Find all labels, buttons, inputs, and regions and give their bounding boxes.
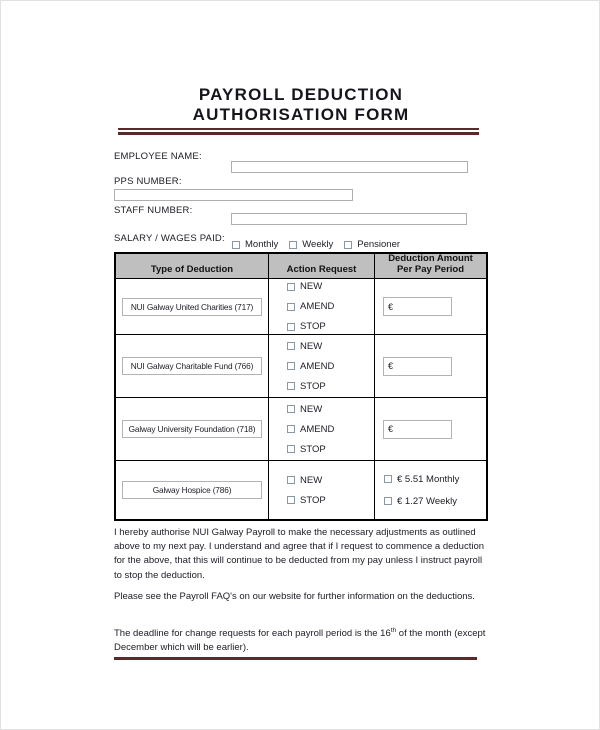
action-amend[interactable] (287, 424, 374, 435)
deduction-label-box: Galway Hospice (786) (122, 481, 262, 499)
amount-input-box[interactable] (383, 357, 452, 376)
table-row-2-deduction (116, 335, 269, 398)
header-type-of-deduction-label: Type of Deduction (150, 264, 234, 275)
salary-option-monthly[interactable] (232, 239, 278, 250)
header-deduction-amount (375, 254, 486, 279)
action-amend-label: AMEND (300, 423, 335, 435)
checkbox-icon[interactable] (287, 303, 295, 311)
currency-symbol: € (388, 301, 394, 312)
deduction-label-box: NUI Galway Charitable Fund (766) (122, 357, 262, 375)
action-new-label: NEW (300, 403, 323, 415)
action-new-label: NEW (300, 281, 323, 292)
action-new[interactable] (287, 281, 374, 292)
salary-option-weekly[interactable] (289, 239, 333, 250)
action-stop-label: STOP (300, 443, 326, 455)
deduction-label-box: NUI Galway United Charities (717) (122, 298, 262, 316)
table-row-1-amount (375, 279, 486, 335)
checkbox-icon[interactable] (287, 425, 295, 433)
action-stop[interactable] (287, 495, 374, 506)
employee-name-label: EMPLOYEE NAME: (114, 151, 202, 162)
deduction-table (114, 252, 488, 521)
header-action-request (269, 254, 375, 279)
table-row-2-actions (269, 335, 375, 398)
table-row-3-amount (375, 398, 486, 461)
checkbox-icon[interactable] (287, 476, 295, 484)
salary-option-pensioner-label: Pensioner (357, 239, 401, 250)
footer-divider (114, 657, 477, 660)
header-deduction-amount-line1: Deduction Amount (388, 253, 473, 264)
page-title-line2: AUTHORISATION FORM (192, 105, 410, 124)
deadline-paragraph (114, 624, 492, 656)
employee-name-input[interactable] (231, 161, 468, 173)
action-new[interactable] (287, 404, 374, 415)
checkbox-icon[interactable] (287, 283, 295, 291)
amount-option-weekly[interactable] (384, 496, 486, 507)
checkbox-icon[interactable] (344, 241, 352, 249)
checkbox-icon[interactable] (287, 496, 295, 504)
page-title (114, 85, 488, 125)
salary-wages-label: SALARY / WAGES PAID: (114, 233, 225, 244)
pps-number-label: PPS NUMBER: (114, 176, 182, 187)
action-stop[interactable] (287, 321, 374, 332)
header-action-request-label: Action Request (286, 264, 357, 275)
checkbox-icon[interactable] (287, 382, 295, 390)
amount-input-box[interactable] (383, 420, 452, 439)
table-row-4-amount-options (375, 461, 486, 519)
checkbox-icon[interactable] (287, 362, 295, 370)
deadline-text-end: of the month (except December which will be earlier). (114, 628, 486, 654)
table-row-1-actions (269, 279, 375, 335)
action-amend[interactable] (287, 301, 374, 312)
faq-paragraph: Please see the Payroll FAQ's on our website for further information on the deductions. (114, 591, 475, 602)
table-row-3-deduction (116, 398, 269, 461)
amount-option-weekly-label: € 1.27 Weekly (397, 495, 458, 507)
action-amend-label: AMEND (300, 360, 335, 372)
page-title-line1: PAYROLL DEDUCTION (198, 85, 404, 104)
salary-option-weekly-label: Weekly (302, 239, 334, 250)
staff-number-input[interactable] (231, 213, 467, 225)
action-stop[interactable] (287, 381, 374, 392)
action-stop[interactable] (287, 444, 374, 455)
table-row-4-actions (269, 461, 375, 519)
action-new-label: NEW (300, 340, 323, 352)
checkbox-icon[interactable] (384, 497, 392, 505)
title-divider (118, 128, 479, 135)
pps-number-input[interactable] (114, 189, 353, 201)
checkbox-icon[interactable] (232, 241, 240, 249)
checkbox-icon[interactable] (384, 475, 392, 483)
salary-option-pensioner[interactable] (344, 239, 400, 250)
action-new[interactable] (287, 341, 374, 352)
salary-frequency-options (232, 239, 400, 250)
currency-symbol: € (388, 424, 394, 434)
salary-option-monthly-label: Monthly (245, 239, 279, 250)
amount-input-box[interactable] (383, 297, 452, 316)
deduction-label-box: Galway University Foundation (718) (122, 420, 262, 438)
deadline-text-start: The deadline for change requests for each payroll period is the 16 (114, 628, 391, 640)
table-row-3-actions (269, 398, 375, 461)
checkbox-icon[interactable] (287, 445, 295, 453)
action-new-label: NEW (300, 474, 323, 486)
action-stop-label: STOP (300, 380, 326, 392)
checkbox-icon[interactable] (287, 342, 295, 350)
authorisation-paragraph: I hereby authorise NUI Galway Payroll to make the necessary adjustments as outlined above to my next pay. I understand and agree that if I request to commence a deduction for the above, that this will continue to be deducted from my pay unless I instruct payroll to stop the deduction. (114, 527, 485, 581)
checkbox-icon[interactable] (287, 405, 295, 413)
checkbox-icon[interactable] (289, 241, 297, 249)
checkbox-icon[interactable] (287, 323, 295, 331)
staff-number-label: STAFF NUMBER: (114, 205, 193, 216)
ordinal-suffix: th (390, 627, 397, 634)
action-new[interactable] (287, 475, 374, 486)
amount-option-monthly[interactable] (384, 474, 486, 485)
header-deduction-amount-line2: Per Pay Period (396, 264, 465, 275)
action-stop-label: STOP (300, 321, 326, 332)
amount-option-monthly-label: € 5.51 Monthly (397, 473, 460, 485)
action-amend[interactable] (287, 361, 374, 372)
table-row-2-amount (375, 335, 486, 398)
table-row-4-deduction (116, 461, 269, 519)
currency-symbol: € (388, 361, 394, 371)
action-amend-label: AMEND (300, 301, 335, 312)
table-row-1-deduction (116, 279, 269, 335)
header-type-of-deduction (116, 254, 269, 279)
action-stop-label: STOP (300, 494, 326, 506)
